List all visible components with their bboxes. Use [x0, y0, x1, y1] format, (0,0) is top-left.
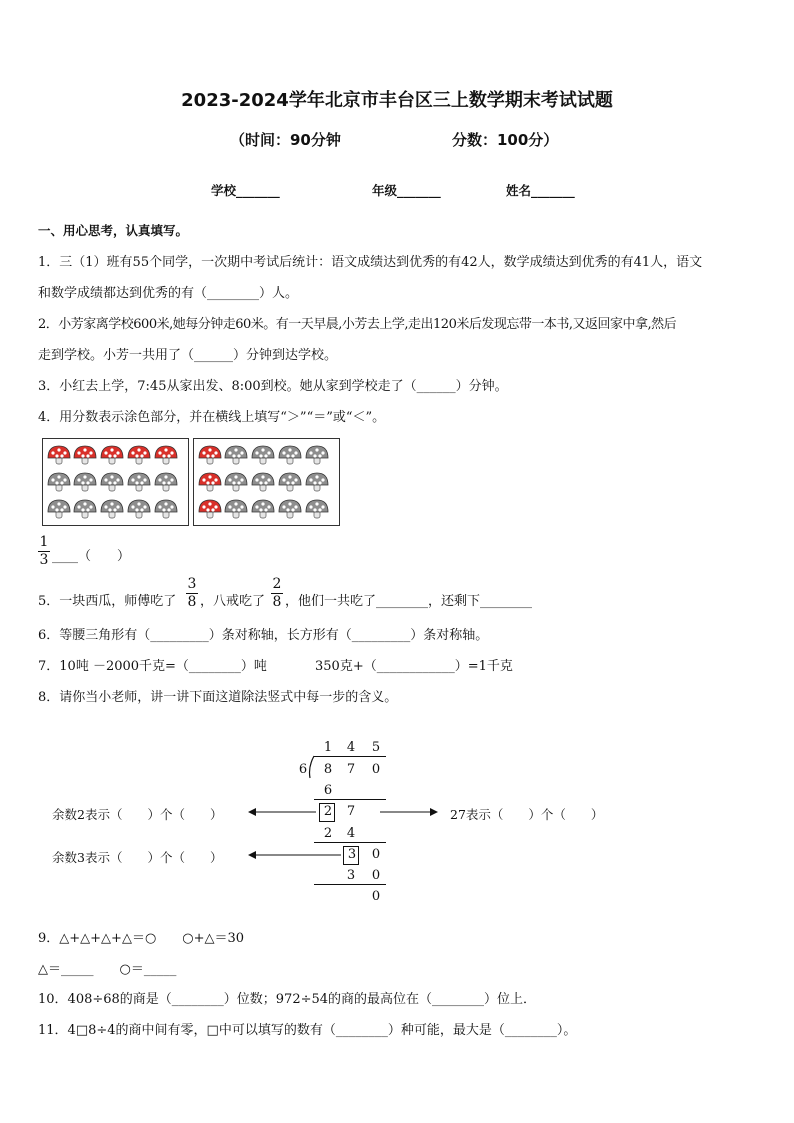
question-4: 4．用分数表示涂色部分，并在横线上填写“＞”“＝”或“＜”。: [38, 410, 386, 425]
mushroom-shaded-icon: [155, 446, 177, 464]
exam-score: 分数：100分）: [452, 131, 559, 149]
mushroom-icon: [252, 500, 274, 518]
remainder-digit: 3: [347, 847, 357, 862]
question-9-line1: 9．△+△+△+△＝○ ○+△＝30: [38, 931, 245, 946]
remainder-digit: 2: [323, 804, 333, 819]
mushroom-shaded-icon: [199, 473, 221, 491]
school-field[interactable]: 学校_______: [211, 183, 280, 198]
brought-down-digit: 7: [346, 804, 356, 819]
mushroom-grid-left: [43, 439, 188, 525]
question-2-line1: 2．小芳家离学校600米,她每分钟走60米。有一天早晨,小芳去上学,走出120米后发现忘带一本书,又返回家中拿,然后: [38, 317, 677, 332]
step-product: 2: [323, 826, 333, 841]
subtract-line: [314, 799, 386, 800]
comparison-blank[interactable]: ____（ ）: [52, 549, 131, 564]
fraction-numerator: 3: [187, 576, 197, 592]
mushroom-icon: [128, 473, 150, 491]
fraction-denominator: 8: [272, 594, 282, 610]
mushroom-icon: [155, 500, 177, 518]
question-1-line1: 1．三（1）班有55个同学，一次期中考试后统计：语文成绩达到优秀的有42人，数学成绩达到优秀的有41人，语文: [38, 255, 703, 270]
dividend-digit: 8: [323, 762, 333, 777]
step-product: 6: [323, 783, 333, 798]
mushroom-shaded-icon: [74, 446, 96, 464]
mushroom-icon: [225, 500, 247, 518]
mushroom-shaded-icon: [128, 446, 150, 464]
subtract-line: [314, 884, 386, 885]
section-title: 一、用心思考，认真填写。: [38, 223, 189, 238]
quotient-digit: 1: [323, 740, 333, 755]
mushroom-icon: [279, 446, 301, 464]
fraction-two-eighths: [271, 577, 283, 610]
fraction-numerator: 1: [39, 534, 49, 550]
question-11: 11．4□8÷4的商中间有零，□中可以填写的数有（________）种可能，最大是（________）。: [38, 1023, 577, 1038]
question-5-part-c: ，他们一共吃了________，还剩下________: [285, 594, 533, 609]
mushroom-icon: [128, 500, 150, 518]
mushroom-icon: [101, 500, 123, 518]
mushroom-icon: [252, 473, 274, 491]
mushroom-icon: [74, 473, 96, 491]
fraction-three-eighths: [186, 577, 198, 610]
final-remainder: 0: [371, 889, 381, 904]
mushroom-icon: [279, 500, 301, 518]
mushroom-icon: [306, 473, 328, 491]
mushroom-panel-left: [42, 438, 189, 526]
mushroom-icon: [48, 473, 70, 491]
arrow-left-icon: [248, 806, 318, 818]
question-7-part-b: 350克+（____________）=1千克: [315, 659, 513, 674]
mushroom-icon: [306, 446, 328, 464]
quotient-digit: 4: [346, 740, 356, 755]
mushroom-icon: [225, 446, 247, 464]
question-5-part-b: ，八戒吃了: [200, 594, 266, 609]
fraction-one-third: [38, 535, 50, 568]
mushroom-icon: [306, 500, 328, 518]
question-9-line2: △＝_____ ○＝_____: [38, 962, 177, 977]
dividend-digit: 7: [346, 762, 356, 777]
dividend-digit: 0: [371, 762, 381, 777]
exam-time: （时间：90分钟: [230, 131, 341, 149]
question-1-line2: 和数学成绩都达到优秀的有（________）人。: [38, 286, 299, 301]
page-title: 2023-2024学年北京市丰台区三上数学期末考试试题: [181, 90, 613, 111]
mushroom-icon: [48, 500, 70, 518]
question-3: 3．小红去上学，7:45从家出发、8:00到校。她从家到学校走了（______）分钟。: [38, 379, 508, 394]
fraction-denominator: 8: [187, 594, 197, 610]
fraction-numerator: 2: [272, 576, 282, 592]
mushroom-icon: [155, 473, 177, 491]
mushroom-icon: [252, 446, 274, 464]
remainder-3-label: 余数3表示（ ）个（ ）: [52, 850, 223, 865]
question-10: 10．408÷68的商是（________）位数；972÷54的商的最高位在（________）位上．: [38, 992, 537, 1007]
arrow-right-icon: [380, 806, 438, 818]
mushroom-grid-right: [194, 439, 339, 525]
division-bar: [314, 756, 386, 757]
mushroom-icon: [101, 473, 123, 491]
question-7-part-a: 7．10吨 －2000千克=（________）吨: [38, 659, 267, 674]
step-product: 0: [371, 868, 381, 883]
twenty-seven-label: 27表示（ ）个（ ）: [450, 807, 604, 822]
arrow-left-icon: [248, 849, 342, 861]
question-2-line2: 走到学校。小芳一共用了（______）分钟到达学校。: [38, 348, 338, 363]
fraction-denominator: 3: [39, 552, 49, 568]
mushroom-shaded-icon: [48, 446, 70, 464]
quotient-digit: 5: [371, 740, 381, 755]
mushroom-icon: [74, 500, 96, 518]
question-5-part-a: 5．一块西瓜，师傅吃了: [38, 594, 177, 609]
mushroom-panel-right: [193, 438, 340, 526]
divisor: 6: [298, 762, 308, 777]
step-product: 3: [346, 868, 356, 883]
mushroom-icon: [279, 473, 301, 491]
brought-down-digit: 0: [371, 847, 381, 862]
remainder-2-label: 余数2表示（ ）个（ ）: [52, 807, 223, 822]
question-6: 6．等腰三角形有（_________）条对称轴，长方形有（_________）条对称轴。: [38, 628, 489, 643]
step-product: 4: [346, 826, 356, 841]
name-field[interactable]: 姓名_______: [506, 183, 575, 198]
mushroom-icon: [225, 473, 247, 491]
mushroom-shaded-icon: [199, 446, 221, 464]
mushroom-shaded-icon: [101, 446, 123, 464]
grade-field[interactable]: 年级_______: [372, 183, 441, 198]
subtract-line: [314, 842, 386, 843]
mushroom-shaded-icon: [199, 500, 221, 518]
question-8: 8．请你当小老师，讲一讲下面这道除法竖式中每一步的含义。: [38, 690, 398, 705]
